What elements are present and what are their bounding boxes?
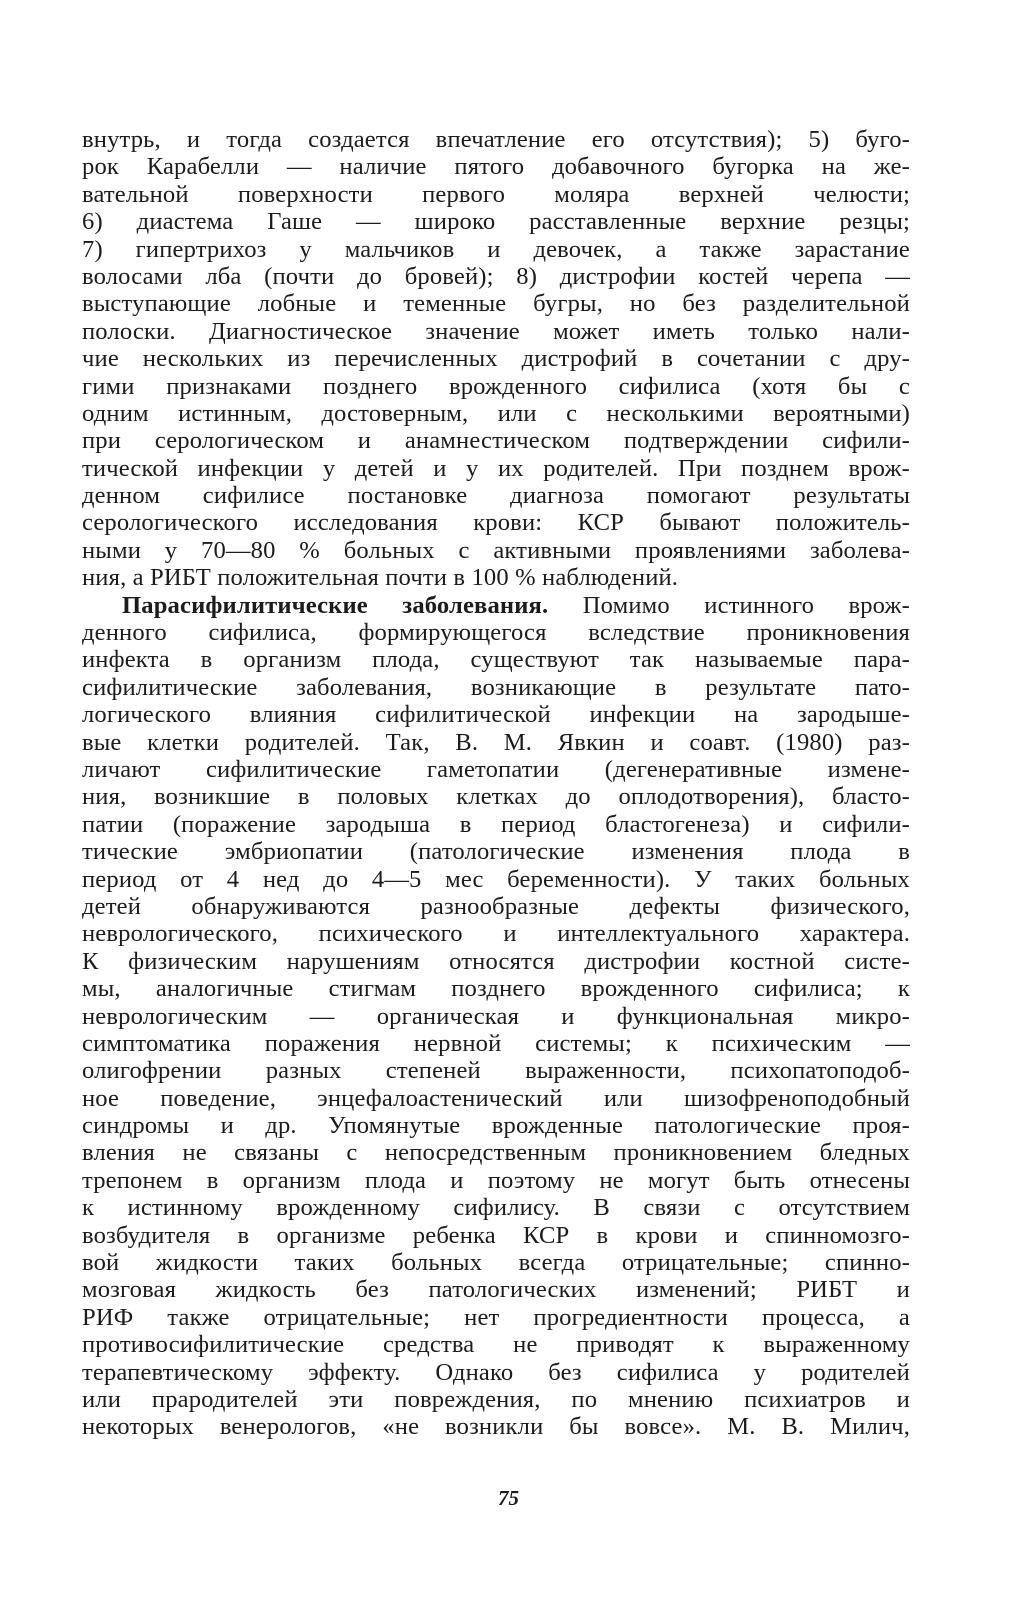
text-line: возбудителя в организме ребенка КСР в крови и спинномозго- xyxy=(82,1221,910,1249)
text-line: 6) диастема Гаше — широко расставленные верхние резцы; xyxy=(82,208,910,236)
text-line: трепонем в организм плода и поэтому не могут быть отнесены xyxy=(82,1166,910,1194)
text-line: терапевтическому эффекту. Однако без сифилиса у родителей xyxy=(82,1358,910,1386)
text-line: мы, аналогичные стигмам позднего врожденного сифилиса; к xyxy=(82,975,910,1003)
text-line: неврологическим — органическая и функциональная микро- xyxy=(82,1002,910,1030)
text-line: гими признаками позднего врожденного сифилиса (хотя бы с xyxy=(82,372,910,400)
text-line: вательной поверхности первого моляра верхней челюсти; xyxy=(82,180,910,208)
text-line: или прародителей эти повреждения, по мнению психиатров и xyxy=(82,1385,910,1413)
text-line: внутрь, и тогда создается впечатление его отсутствия); 5) буго- xyxy=(82,126,910,153)
text-line: инфекта в организм плода, существуют так называемые пара- xyxy=(82,646,910,674)
text-line: некоторых венерологов, «не возникли бы вовсе». М. В. Милич, xyxy=(82,1413,910,1441)
text-line: серологического исследования крови: КСР бывают положитель- xyxy=(82,509,910,537)
text-line: при серологическом и анамнестическом подтверждении сифили- xyxy=(82,427,910,455)
text-line: вой жидкости таких больных всегда отрицательные; спинно- xyxy=(82,1249,910,1277)
text-line: период от 4 нед до 4—5 мес беременности). У таких больных xyxy=(82,865,910,893)
page-number: 75 xyxy=(498,1486,519,1510)
paragraph-stigmata xyxy=(82,126,910,592)
text-line: полоски. Диагностическое значение может иметь только нали- xyxy=(82,317,910,345)
text-line: логического влияния сифилитической инфекции на зародыше- xyxy=(82,701,910,729)
text-line: ными у 70—80 % больных с активными проявлениями заболева- xyxy=(82,536,910,564)
text-line: ния, а РИБТ положительная почти в 100 % наблюдений. xyxy=(82,564,679,592)
text-line: вые клетки родителей. Так, В. М. Явкин и соавт. (1980) раз- xyxy=(82,728,910,756)
text-line: синдромы и др. Упомянутые врожденные патологические проя- xyxy=(82,1112,910,1140)
text-line: вления не связаны с непосредственным проникновением бледных xyxy=(82,1139,910,1167)
text-line: патии (поражение зародыша в период бластогенеза) и сифили- xyxy=(82,810,910,838)
section-heading: Парасифилитические заболевания. xyxy=(122,591,549,619)
text-line: сифилитические заболевания, возникающие в результате пато- xyxy=(82,673,910,701)
text-line: К физическим нарушениям относятся дистрофии костной систе- xyxy=(82,947,910,975)
text-line: ное поведение, энцефалоастенический или шизофреноподобный xyxy=(82,1084,910,1112)
text-line: детей обнаруживаются разнообразные дефекты физического, xyxy=(82,892,910,920)
text-line: олигофрении разных степеней выраженности, психопатоподоб- xyxy=(82,1057,910,1085)
page-text-block xyxy=(82,126,910,1441)
text-line: симптоматика поражения нервной системы; к психическим — xyxy=(82,1029,910,1057)
text-line: волосами лба (почти до бровей); 8) дистрофии костей черепа — xyxy=(82,262,910,290)
text-line: денного сифилиса, формирующегося вследствие проникновения xyxy=(82,619,910,647)
text-line: противосифилитические средства не приводят к выраженному xyxy=(82,1331,910,1359)
text-line: РИФ также отрицательные; нет прогредиентности процесса, а xyxy=(82,1303,910,1331)
text-line: тические эмбриопатии (патологические изменения плода в xyxy=(82,838,910,866)
text-line: личают сифилитические гаметопатии (дегенеративные измене- xyxy=(82,755,910,783)
text-fragment: Помимо истинного врож- xyxy=(582,591,910,619)
text-line: ния, возникшие в половых клетках до оплодотворения), бласто- xyxy=(82,783,910,811)
text-line: рок Карабелли — наличие пятого добавочного бугорка на же- xyxy=(82,153,910,181)
text-line: выступающие лобные и теменные бугры, но без разделительной xyxy=(82,290,910,318)
text-line: к истинному врожденному сифилису. В связи с отсутствием xyxy=(82,1194,910,1222)
text-line: тической инфекции у детей и у их родителей. При позднем врож- xyxy=(82,454,910,482)
text-line: денном сифилисе постановке диагноза помогают результаты xyxy=(82,482,910,510)
text-line: 7) гипертрихоз у мальчиков и девочек, а также зарастание xyxy=(82,235,910,263)
paragraph-parasyphilitic xyxy=(82,592,910,1441)
paragraph-first-line xyxy=(82,592,910,619)
text-line: чие нескольких из перечисленных дистрофий в сочетании с дру- xyxy=(82,345,910,373)
text-line: мозговая жидкость без патологических изменений; РИБТ и xyxy=(82,1276,910,1304)
text-line: одним истинным, достоверным, или с несколькими вероятными) xyxy=(82,399,910,427)
text-line: неврологического, психического и интеллектуального характера. xyxy=(82,920,910,948)
